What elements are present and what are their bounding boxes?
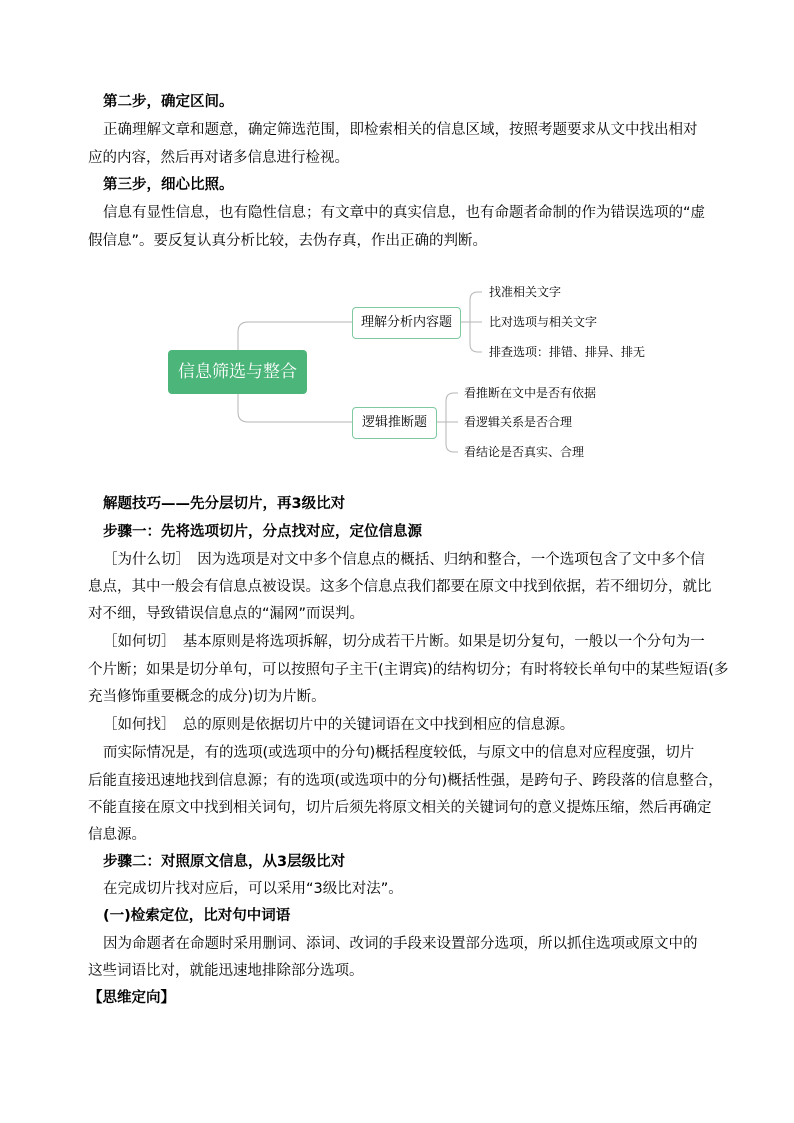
connector-b2-leaf3 xyxy=(446,422,458,452)
mind-map-branch-logic: 逻辑推断题 xyxy=(352,407,437,439)
how-cut-line1: ［如何切］ 基本原则是将选项拆解，切分成若干片断。如果是切分复句，一般以一个分句为一 xyxy=(103,634,705,650)
step3-heading: 第三步，细心比照。 xyxy=(103,177,234,193)
step2-paragraph-line1: 正确理解文章和题意，确定筛选范围，即检索相关的信息区域，按照考题要求从文中找出相对 xyxy=(103,122,698,138)
connector-b1-leaf1 xyxy=(470,292,482,322)
how-cut-line2: 个片断；如果是切分单句，可以按照句子主干(主谓宾)的结构切分；有时将较长单句中的某些短语(多 xyxy=(88,662,729,678)
step-two-paragraph: 在完成切片找对应后，可以采用“3级比对法”。 xyxy=(103,881,403,897)
step2-heading: 第二步，确定区间。 xyxy=(103,94,234,110)
mind-map-leaf: 看推断在文中是否有依据 xyxy=(464,386,597,400)
step2-paragraph-line2: 应的内容，然后再对诸多信息进行检视。 xyxy=(88,150,349,166)
connector-b1-leaf3 xyxy=(470,322,482,352)
subsection-one-line1: 因为命题者在命题时采用删词、添词、改词的手段来设置部分选项，所以抓住选项或原文中的 xyxy=(103,936,698,952)
connector-root-branch1 xyxy=(238,322,352,350)
step3-paragraph-line1: 信息有显性信息，也有隐性信息；有文章中的真实信息，也有命题者命制的作为错误选项的“虚 xyxy=(103,205,706,221)
how-cut-line3: 充当修饰重要概念的成分)切为片断。 xyxy=(88,689,326,705)
mind-map-branch-understanding: 理解分析内容题 xyxy=(352,307,461,339)
actual-line4: 信息源。 xyxy=(88,827,146,843)
subsection-one-heading: (一)检索定位，比对句中词语 xyxy=(103,908,291,924)
step3-paragraph-line2: 假信息”。要反复认真分析比较，去伪存真，作出正确的判断。 xyxy=(88,233,488,249)
mind-map-leaf: 比对选项与相关文字 xyxy=(489,315,598,329)
connector-root-branch2 xyxy=(238,394,352,422)
mind-map-leaf: 看结论是否真实、合理 xyxy=(464,445,585,459)
actual-line2: 后能直接迅速地找到信息源；有的选项(或选项中的分句)概括性强，是跨句子、跨段落的信息整合， xyxy=(88,773,723,789)
thinking-direction-label: 【思维定向】 xyxy=(88,990,175,1006)
mind-map-leaf: 排查选项：排错、排异、排无 xyxy=(489,345,646,359)
step-one-heading: 步骤一：先将选项切片，分点找对应，定位信息源 xyxy=(103,524,422,540)
connector-b2-leaf1 xyxy=(446,393,458,422)
how-find-line1: ［如何找］ 总的原则是依据切片中的关键词语在文中找到相应的信息源。 xyxy=(103,717,575,733)
step-two-heading: 步骤二：对照原文信息，从3层级比对 xyxy=(103,854,346,870)
tip-heading: 解题技巧——先分层切片，再3级比对 xyxy=(103,496,346,512)
actual-line3: 不能直接在原文中找到相关词句，切片后须先将原文相关的关键词句的意义提炼压缩，然后再确定 xyxy=(88,800,712,816)
mind-map-leaf: 看逻辑关系是否合理 xyxy=(464,415,573,429)
mind-map-root: 信息筛选与整合 xyxy=(168,350,307,394)
mind-map-leaf: 找准相关文字 xyxy=(489,285,562,299)
actual-line1: 而实际情况是，有的选项(或选项中的分句)概括程度较低，与原文中的信息对应程度强，切片 xyxy=(103,745,695,761)
subsection-one-line2: 这些词语比对，就能迅速地排除部分选项。 xyxy=(88,963,364,979)
why-cut-line2: 息点，其中一般会有信息点被设误。这多个信息点我们都要在原文中找到依据，若不细切分，就比 xyxy=(88,579,712,595)
why-cut-line3: 对不细，导致错误信息点的“漏网”而误判。 xyxy=(88,606,365,622)
why-cut-line1: ［为什么切］ 因为选项是对文中多个信息点的概括、归纳和整合，一个选项包含了文中多个信 xyxy=(103,552,705,568)
